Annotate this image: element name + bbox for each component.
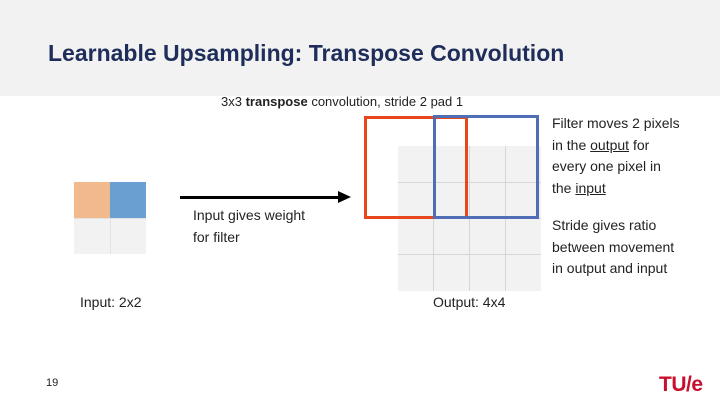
note1-underlined-input: input xyxy=(575,179,606,196)
note1-line2 xyxy=(552,135,680,157)
tue-logo: TU/e xyxy=(659,373,703,396)
subtitle-post: convolution, stride 2 pad 1 xyxy=(307,94,464,109)
arrow-head-icon xyxy=(338,191,351,203)
subtitle-bold: transpose xyxy=(245,94,308,109)
input-cell-top-left xyxy=(74,182,110,218)
note2-line3: in output and input xyxy=(552,260,668,276)
note1-line4-pre: the xyxy=(552,179,576,196)
arrow-label-line1: Input gives weight xyxy=(193,207,306,223)
page-number: 19 xyxy=(46,377,59,389)
output-label: Output: 4x4 xyxy=(433,294,506,310)
input-label: Input: 2x2 xyxy=(80,294,142,310)
note1-underlined-output: output xyxy=(590,136,630,153)
note1-line2-pre: in the xyxy=(552,136,591,153)
note1-line3: every one pixel in xyxy=(552,158,661,174)
note1-line2-post: for xyxy=(629,136,650,153)
grid-line xyxy=(398,254,541,255)
note-filter-moves xyxy=(552,113,680,199)
note1-line1: Filter moves 2 pixels xyxy=(552,115,680,131)
arrow-label-line2: for filter xyxy=(193,228,240,245)
arrow-shaft xyxy=(180,196,340,199)
arrow-label xyxy=(193,205,305,248)
filter-window-blue xyxy=(433,115,539,219)
note2-line1: Stride gives ratio xyxy=(552,217,657,233)
note2-line2: between movement xyxy=(552,238,675,255)
note-stride-ratio xyxy=(552,215,674,280)
note1-line4 xyxy=(552,178,680,200)
subtitle-pre: 3x3 xyxy=(221,94,246,109)
input-cell-top-right xyxy=(110,182,146,218)
input-cell-bottom-left xyxy=(74,218,110,254)
slide-title: Learnable Upsampling: Transpose Convolution xyxy=(48,40,565,66)
input-cell-bottom-right xyxy=(110,218,146,254)
slide-subtitle xyxy=(221,94,463,109)
